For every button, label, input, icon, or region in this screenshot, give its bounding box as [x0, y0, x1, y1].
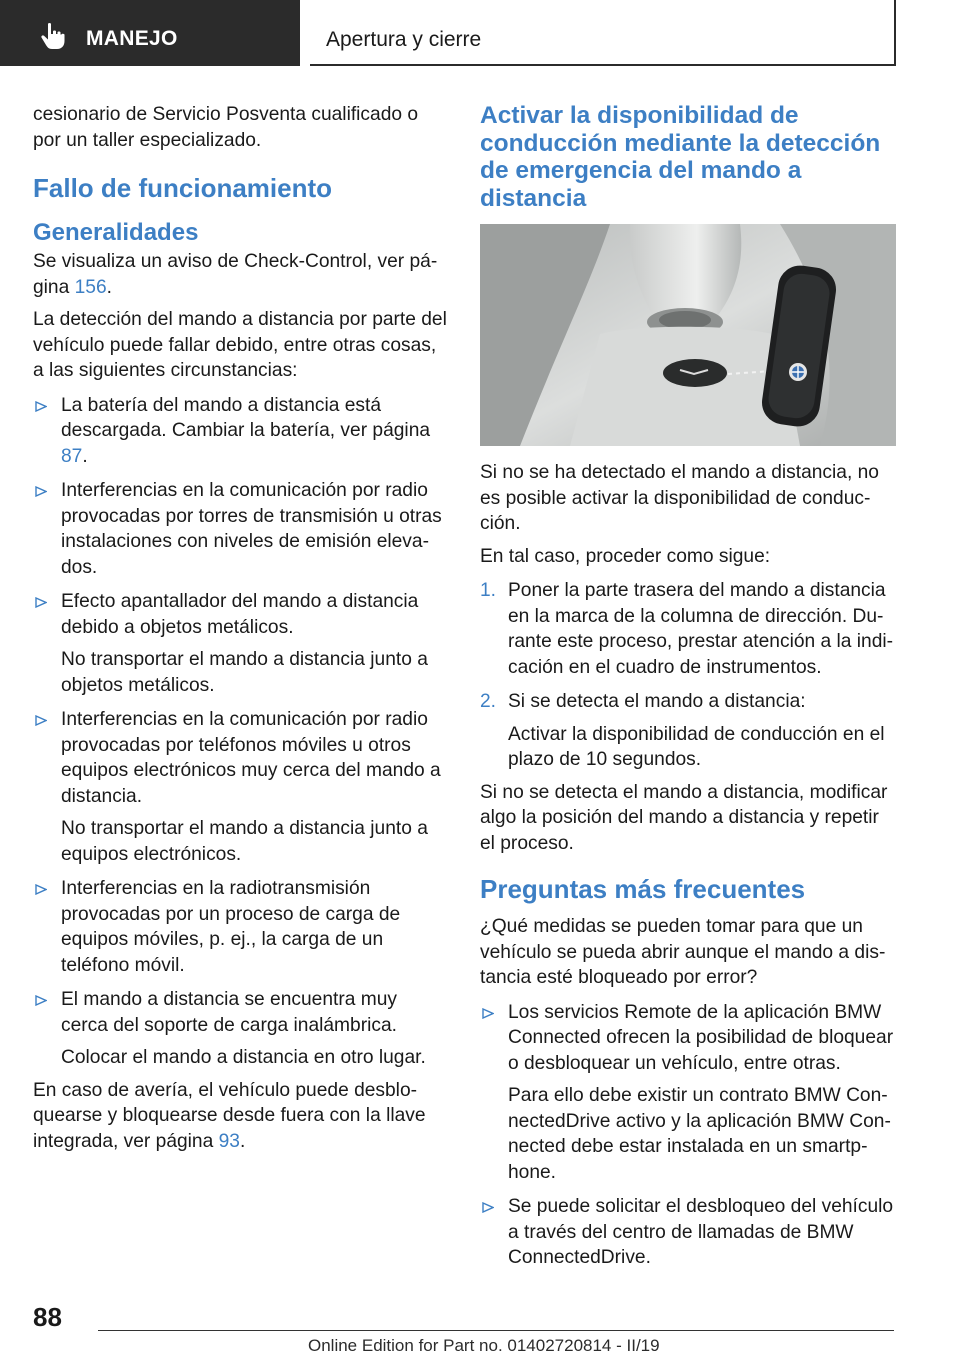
- triangle-right-outline-icon: [482, 1202, 494, 1213]
- chapter-header: [310, 0, 896, 66]
- list-item: El mando a distancia se encuentra muy cerca del soporte de carga inalámbrica. Colocar el mando a distancia en otro lugar.: [33, 987, 449, 1071]
- hand-pointer-icon: [40, 22, 66, 50]
- triangle-right-outline-icon: [482, 1008, 494, 1019]
- intro-paragraph: cesionario de Servicio Posventa cualificado o por un taller especializado.: [33, 104, 419, 151]
- footer-edition: Online Edition for Part no. 01402720814 - II/19: [308, 1336, 660, 1355]
- paragraph-no-detectado: Si no se ha detectado el mando a distancia, no es posible activar la disponibilidad de conducción.: [480, 462, 879, 534]
- list-item: Interferencias en la radiotransmisión provocadas por un proceso de carga de equipos móviles, p. ej., la carga de un teléfono móvil.: [33, 876, 449, 978]
- section-title-activar: Activar la disponibilidad de conducción mediante la detección de emergencia del mando a distancia: [480, 102, 881, 212]
- subsection-title-generalidades: Generalidades: [33, 219, 199, 246]
- paragraph-deteccion: La detección del mando a distancia por parte del vehículo puede fallar debido, entre otras cosas, a las siguientes circunstancias:: [33, 309, 447, 381]
- page-link-87[interactable]: 87: [61, 445, 83, 467]
- list-item: 2. Si se detecta el mando a distancia: Activar la disponibilidad de conducción en el plazo de 10 segundos.: [480, 691, 885, 770]
- list-item: Interferencias en la comunicación por radio provocadas por teléfonos móviles u otros equipos electrónicos muy cerca del mando a distancia. No transportar el mando a distancia junto a equipos electrónicos.: [33, 707, 449, 867]
- triangle-right-outline-icon: [35, 995, 47, 1006]
- paragraph-averia: En caso de avería, el vehículo puede desbloquearse y bloquearse desde fuera con la llave integrada, ver página 93.: [33, 1079, 426, 1152]
- left-column: [33, 102, 449, 1161]
- page-link-156[interactable]: 156: [74, 276, 107, 298]
- list-item: Los servicios Remote de la aplicación BMW Connected ofrecen la posibilidad de bloquear o desbloquear un vehículo, entre otras. Para ello debe existir un contrato BMW ConnectedDrive activo y la aplicación BMW Connected debe estar instalada en un smartphone.: [480, 1000, 896, 1186]
- steering-column-key-photo: [480, 224, 896, 446]
- step-number: 1.: [480, 580, 497, 601]
- paragraph-proceder: En tal caso, proceder como sigue:: [480, 545, 771, 567]
- chapter-title: Apertura y cierre: [326, 28, 482, 51]
- footer-divider: [98, 1330, 894, 1331]
- paragraph-check-control: Se visualiza un aviso de Check-Control, ver página 156.: [33, 251, 438, 298]
- triangle-right-outline-icon: [35, 884, 47, 895]
- page-link-93[interactable]: 93: [218, 1130, 240, 1152]
- page-number: 88: [33, 1302, 62, 1332]
- section-title-preguntas: Preguntas más frecuentes: [480, 874, 806, 904]
- triangle-right-outline-icon: [35, 401, 47, 412]
- step-number: 2.: [480, 691, 497, 712]
- triangle-right-outline-icon: [35, 715, 47, 726]
- right-column: [480, 102, 896, 1271]
- section-label: MANEJO: [86, 27, 178, 50]
- triangle-right-outline-icon: [35, 597, 47, 608]
- list-item: Interferencias en la comunicación por radio provocadas por torres de transmisión u otras instalaciones con niveles de emisión elevados.: [33, 478, 449, 580]
- list-item: Efecto apantallador del mando a distancia debido a objetos metálicos. No transportar el mando a distancia junto a objetos metálicos.: [33, 589, 449, 698]
- paragraph-modificar: Si no se detecta el mando a distancia, modificar algo la posición del mando a distancia y repetir el proceso.: [480, 781, 888, 854]
- list-item: 1. Poner la parte trasera del mando a distancia en la marca de la columna de dirección. Durante este proceso, prestar atención a la indicación en el cuadro de instrumentos.: [480, 580, 894, 678]
- faq-question: ¿Qué medidas se pueden tomar para que un vehículo se pueda abrir aunque el mando a distancia esté bloqueado por error?: [480, 916, 886, 988]
- header-section-tab: [0, 0, 300, 66]
- triangle-right-outline-icon: [35, 486, 47, 497]
- section-title-fallo: Fallo de funcionamiento: [33, 173, 333, 203]
- list-item: Se puede solicitar el desbloqueo del vehículo a través del centro de llamadas de BMW ConnectedDrive.: [480, 1194, 896, 1271]
- list-item: La batería del mando a distancia está descargada. Cambiar la batería, ver página 87.: [33, 393, 449, 470]
